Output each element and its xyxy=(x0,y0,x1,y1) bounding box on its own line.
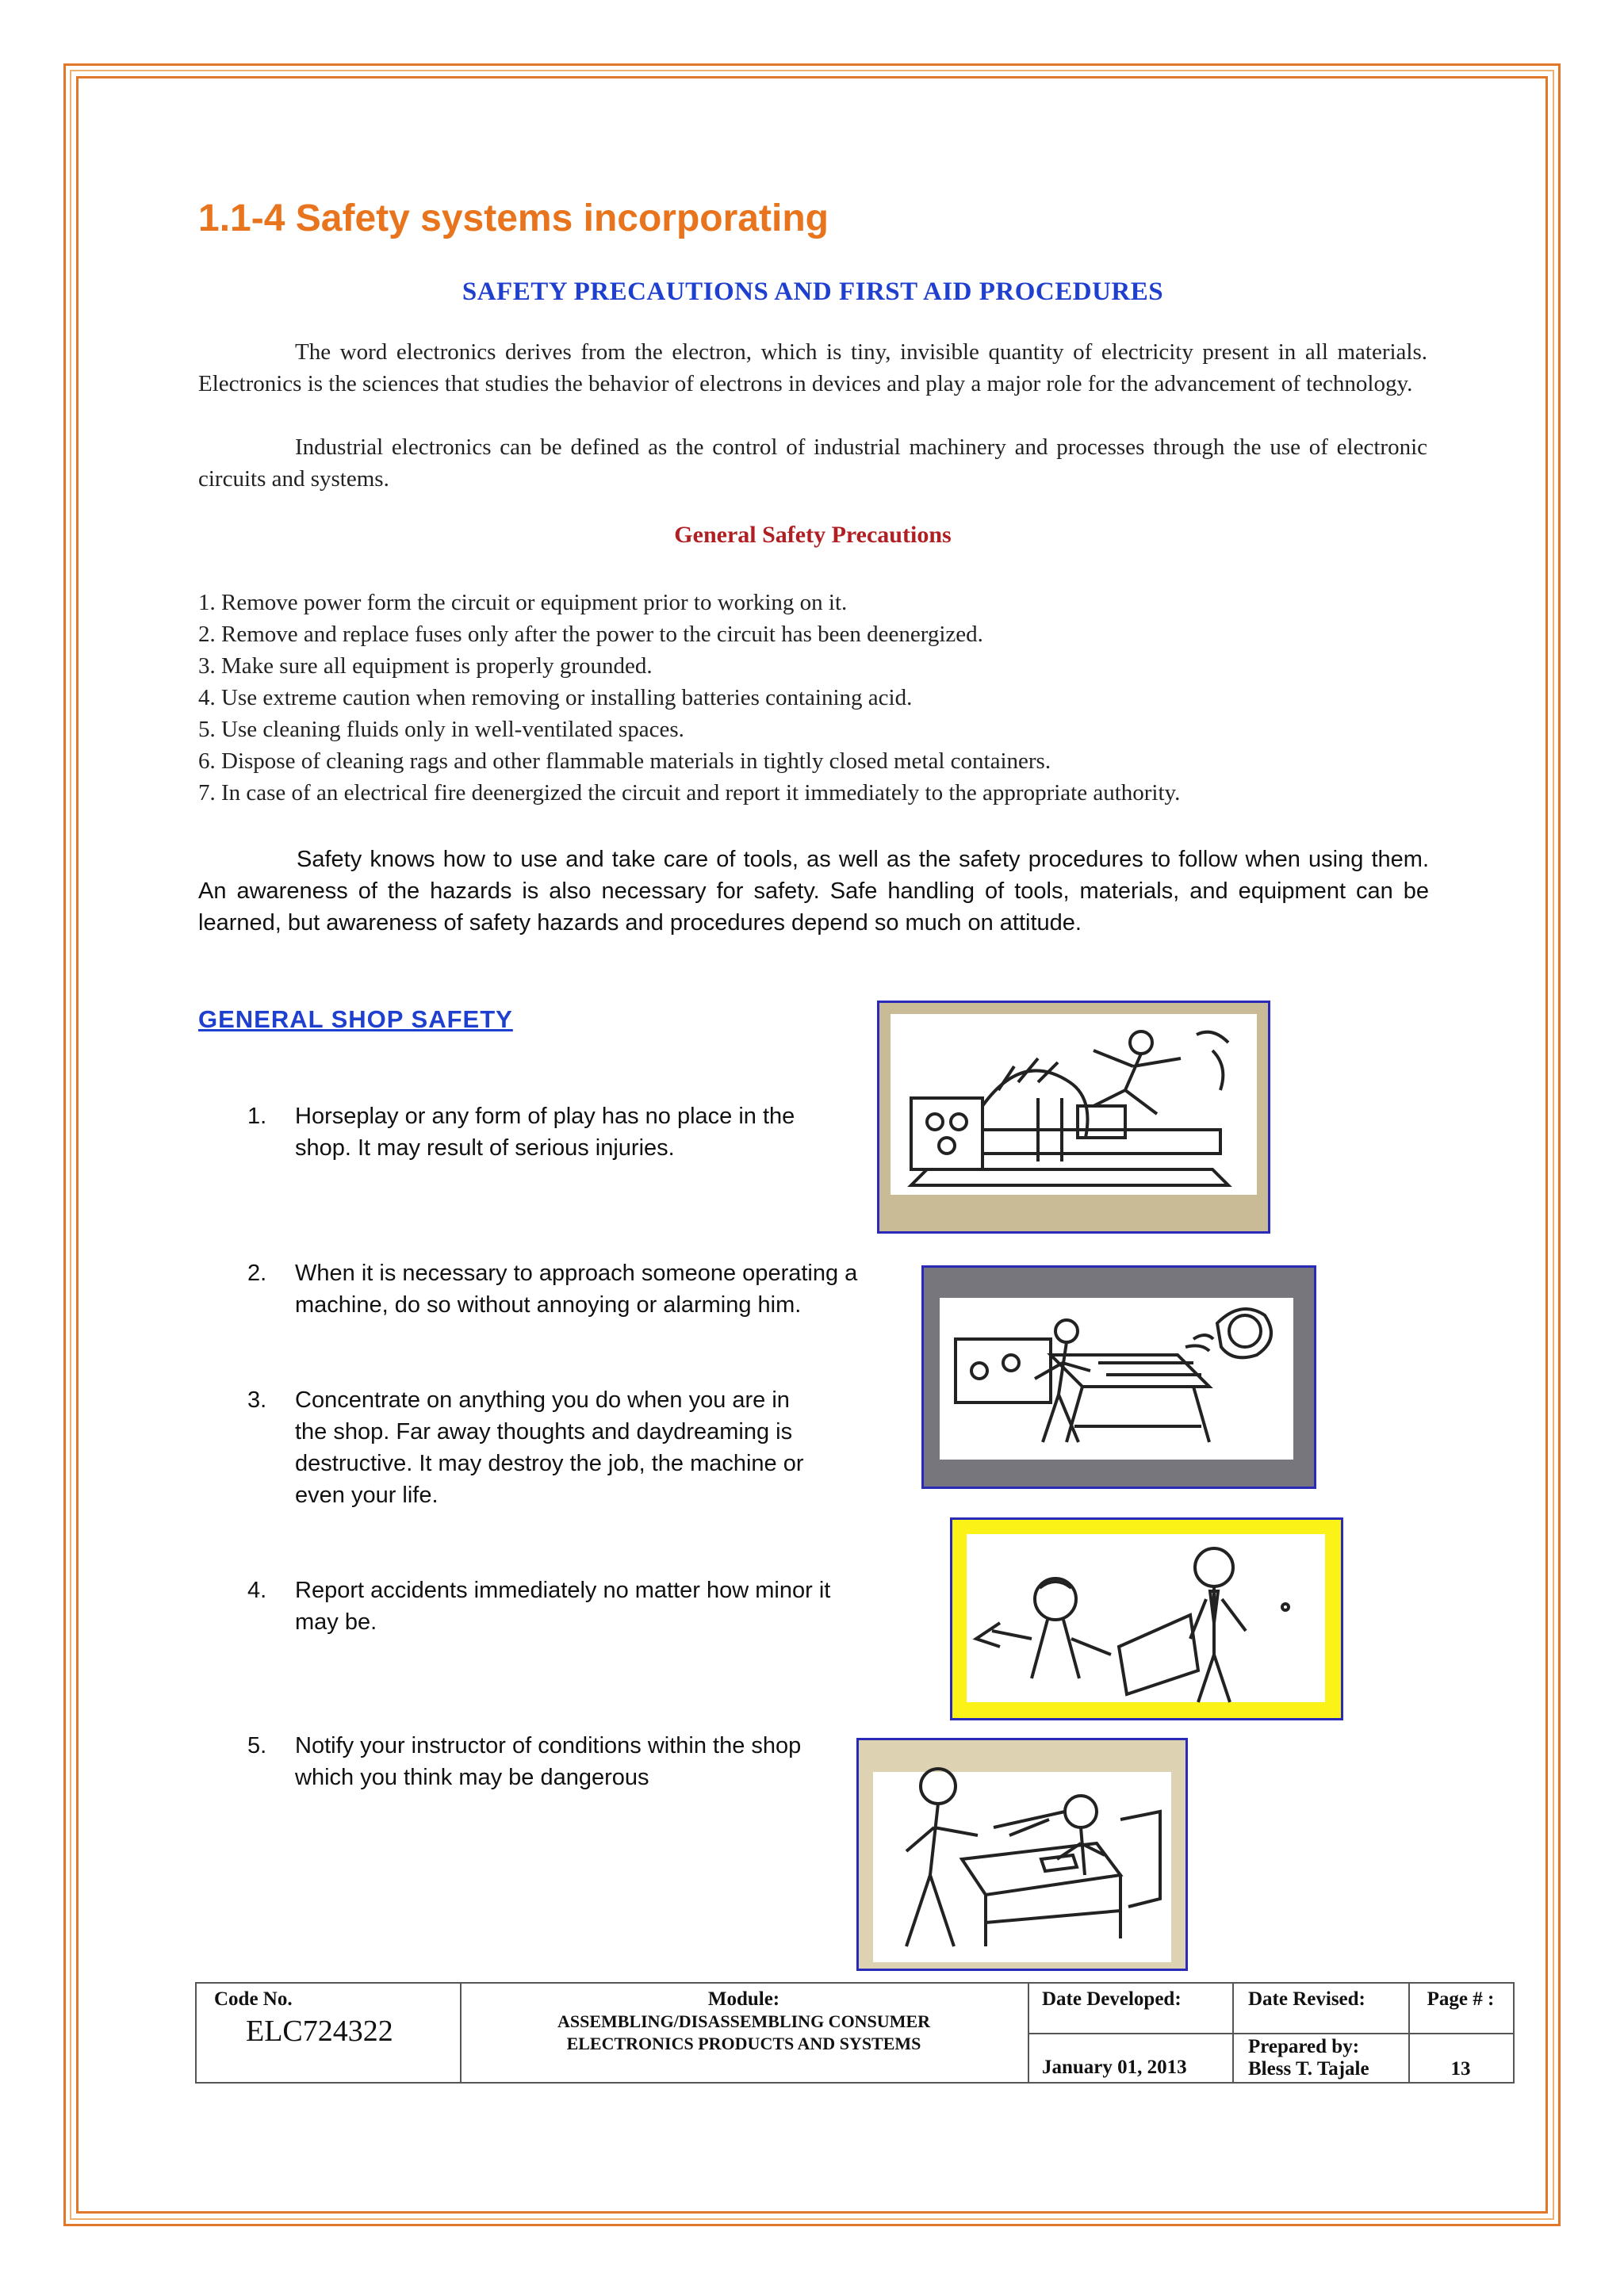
date-developed-label: Date Developed: xyxy=(1042,1988,1182,2010)
intro-paragraph-1: The word electronics derives from the electron, which is tiny, invisible quantity of electricity present in all materials. Electronics is the sciences that studies the behavior of electrons in devices and play a major role for the advancement of technology. xyxy=(198,339,1427,396)
date-revised-label: Date Revised: xyxy=(1248,1988,1365,2010)
page-label: Page # : xyxy=(1427,1988,1495,2010)
rule-text: Concentrate on anything you do when you are in the shop. Far away thoughts and daydreaming is destructive. It may destroy the job, the machine or even your life. xyxy=(295,1387,804,1508)
rule-number: 2. xyxy=(247,1261,267,1286)
prepared-by-value: Bless T. Tajale xyxy=(1248,2058,1369,2080)
date-developed-value: January 01, 2013 xyxy=(1042,2057,1187,2078)
code-label: Code No. xyxy=(214,1988,293,2010)
list-item: 5. Use cleaning fluids only in well-ventilated spaces. xyxy=(198,717,684,742)
general-safety-heading: General Safety Precautions xyxy=(674,522,952,548)
intro-paragraph-2: Industrial electronics can be defined as the control of industrial machinery and processes through the use of electronic circuits and systems. xyxy=(198,434,1427,492)
rule-number: 4. xyxy=(247,1578,267,1603)
module-label: Module: xyxy=(707,1988,780,2010)
page-number: 13 xyxy=(1450,2058,1471,2080)
rule-number: 5. xyxy=(247,1733,267,1758)
rule-number: 1. xyxy=(247,1104,267,1129)
list-item: 1. Remove power form the circuit or equipment prior to working on it. xyxy=(198,590,848,615)
list-item: 4. Use extreme caution when removing or installing batteries containing acid. xyxy=(198,685,913,710)
list-item: 2. Remove and replace fuses only after the power to the circuit has been deenergized. xyxy=(198,622,983,647)
list-item: 3. Make sure all equipment is properly grounded. xyxy=(198,653,653,679)
shop-safety-heading: GENERAL SHOP SAFETY xyxy=(198,1005,513,1033)
horseplay-illustration xyxy=(877,1001,1270,1234)
precautions-list xyxy=(198,587,1467,809)
rule-text: When it is necessary to approach someone operating a machine, do so without annoying or alarming him. xyxy=(295,1261,858,1318)
section-title: 1.1-4 Safety systems incorporating xyxy=(198,197,829,239)
main-heading: SAFETY PRECAUTIONS AND FIRST AID PROCEDURES xyxy=(462,277,1164,306)
rule-text: Horseplay or any form of play has no place in the shop. It may result of serious injuries. xyxy=(295,1104,795,1161)
notify-instructor-illustration xyxy=(856,1738,1188,1971)
rule-text: Report accidents immediately no matter how minor it may be. xyxy=(295,1578,831,1635)
module-title-line: ASSEMBLING/DISASSEMBLING CONSUMER xyxy=(557,2011,931,2031)
report-accident-illustration xyxy=(950,1517,1343,1720)
table-divider xyxy=(1028,2033,1513,2034)
rule-number: 3. xyxy=(247,1387,267,1413)
rule-text: Notify your instructor of conditions within the shop which you think may be dangerous xyxy=(295,1733,802,1790)
safety-paragraph: Safety knows how to use and take care of tools, as well as the safety procedures to follow when using them. An awareness of the hazards is also necessary for safety. Safe handling of tools, materials, and equipment can be learned, but awareness of safety hazards and procedures depend so much on attitude. xyxy=(198,847,1429,936)
module-title-line: ELECTRONICS PRODUCTS AND SYSTEMS xyxy=(566,2034,921,2053)
code-value: ELC724322 xyxy=(246,2015,393,2048)
list-item: 6. Dispose of cleaning rags and other flammable materials in tightly closed metal containers. xyxy=(198,748,1051,774)
footer-table xyxy=(195,1982,1515,2084)
module-title xyxy=(460,2011,1028,2055)
prepared-by-label: Prepared by: xyxy=(1248,2036,1360,2057)
approach-operator-illustration xyxy=(921,1265,1316,1489)
list-item: 7. In case of an electrical fire deenergized the circuit and report it immediately to the appropriate authority. xyxy=(198,780,1181,806)
